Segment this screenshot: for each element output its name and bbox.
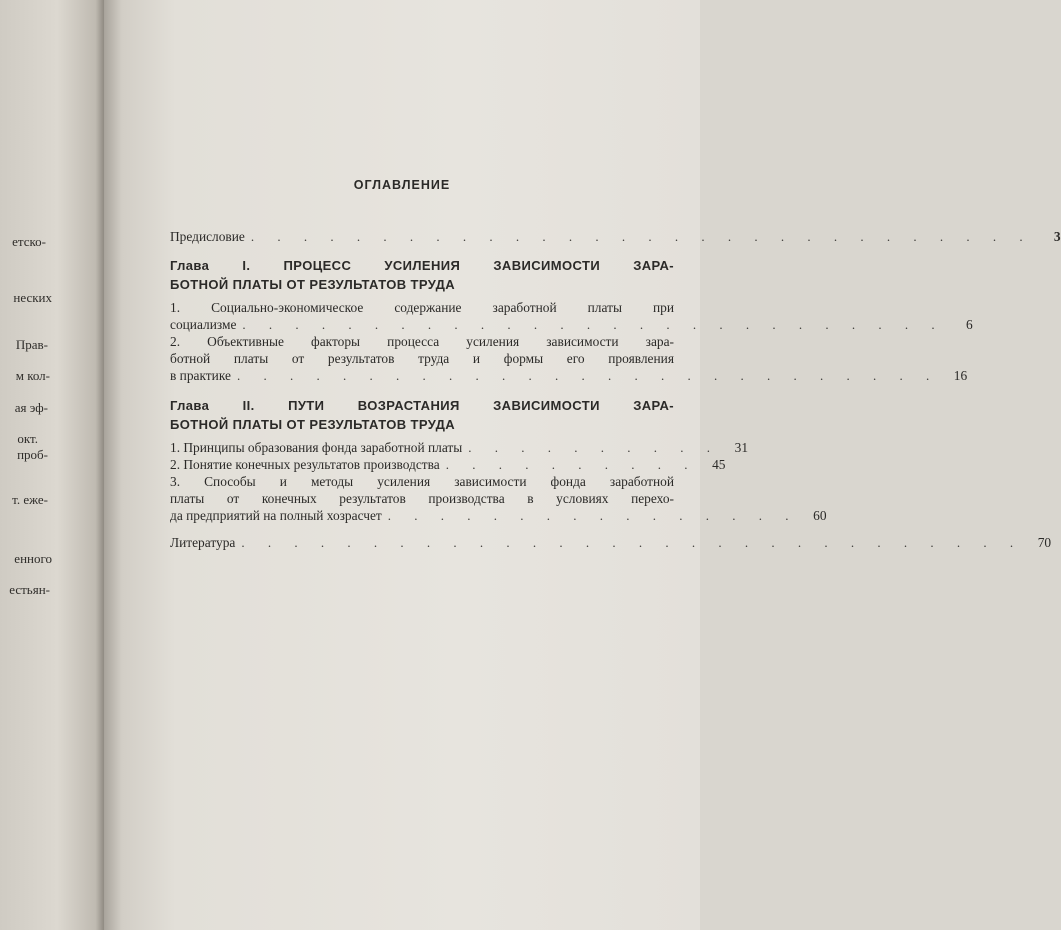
left-page-line: ая эф- xyxy=(14,400,48,415)
dot-leader: . . . . . . . . . . . . . . . . xyxy=(387,508,799,523)
page-number: 6 xyxy=(965,317,973,332)
page-number: 70 xyxy=(1037,535,1052,550)
dot-leader: . . . . . . . . . . . . . . . . . . . . . . . . . . . xyxy=(242,317,945,332)
toc-entry xyxy=(170,333,968,384)
chapter-heading-line: Глава II. ПУТИ ВОЗРАСТАНИЯ ЗАВИСИМОСТИ ЗАРА- xyxy=(170,398,674,413)
toc-entry-preface xyxy=(170,228,1061,245)
table-of-contents xyxy=(170,228,1061,551)
toc-entry xyxy=(170,299,973,333)
page-number: 3 xyxy=(1053,229,1061,244)
left-page-line: м кол- xyxy=(15,368,50,383)
page-number: 60 xyxy=(813,508,827,523)
chapter-heading-line: БОТНОЙ ПЛАТЫ ОТ РЕЗУЛЬТАТОВ ТРУДА xyxy=(170,277,456,292)
left-page-line: естьян- xyxy=(9,582,50,597)
entry-line: 3. Способы и методы усиления зависимости фонда заработной xyxy=(170,474,674,489)
entry-line: ботной платы от результатов труда и формы его проявления xyxy=(170,351,674,366)
toc-entry xyxy=(170,439,749,456)
entry-line: 2. Объективные факторы процесса усиления зависимости зара- xyxy=(170,334,674,349)
left-page-line: проб- xyxy=(17,447,48,462)
entry-line: социализме xyxy=(170,317,237,332)
dot-leader: . . . . . . . . . . . . . . . . . . . . . . . . . . . xyxy=(236,368,940,383)
book-page xyxy=(104,0,1061,930)
chapter-heading-1 xyxy=(170,256,674,294)
left-page-line: Прав- xyxy=(15,337,48,352)
left-page-line: енного xyxy=(14,551,52,566)
page-title: ОГЛАВЛЕНИЕ xyxy=(353,178,451,192)
page-number: 45 xyxy=(712,457,726,472)
entry-label: Литература xyxy=(170,535,236,550)
toc-entry xyxy=(170,473,827,524)
chapter-heading-line: Глава I. ПРОЦЕСС УСИЛЕНИЯ ЗАВИСИМОСТИ ЗАРА- xyxy=(170,258,674,273)
left-page-line: т. еже- xyxy=(12,492,48,507)
left-page-line: етско- xyxy=(12,234,46,249)
dot-leader: . . . . . . . . . . xyxy=(445,457,698,472)
left-page-line: окт. xyxy=(17,431,38,446)
toc-entry-literature xyxy=(170,534,1052,551)
dot-leader: . . . . . . . . . . . . . . . . . . . . . . . . . . . . . . xyxy=(241,535,1024,550)
chapter-heading-line: БОТНОЙ ПЛАТЫ ОТ РЕЗУЛЬТАТОВ ТРУДА xyxy=(170,417,456,432)
chapter-heading-2 xyxy=(170,396,674,434)
entry-line: в практике xyxy=(170,368,231,383)
entry-line: 1. Социально-экономическое содержание заработной платы при xyxy=(170,300,674,315)
entry-line: да предприятий на полный хозрасчет xyxy=(170,508,382,523)
entry-line: платы от конечных результатов производства в условиях перехо- xyxy=(170,491,674,506)
page-number: 16 xyxy=(953,368,968,383)
left-page-line: неских xyxy=(13,290,52,305)
entry-line: 2. Понятие конечных результатов производства xyxy=(170,457,440,472)
dot-leader: . . . . . . . . . . . . . . . . . . . . . . . . . . . . . . xyxy=(250,229,1033,244)
entry-line: 1. Принципы образования фонда заработной платы xyxy=(170,440,463,455)
dot-leader: . . . . . . . . . . xyxy=(468,440,721,455)
toc-entry xyxy=(170,456,726,473)
page-number: 31 xyxy=(734,440,749,455)
entry-label: Предисловие xyxy=(170,229,245,244)
left-page xyxy=(0,0,104,930)
